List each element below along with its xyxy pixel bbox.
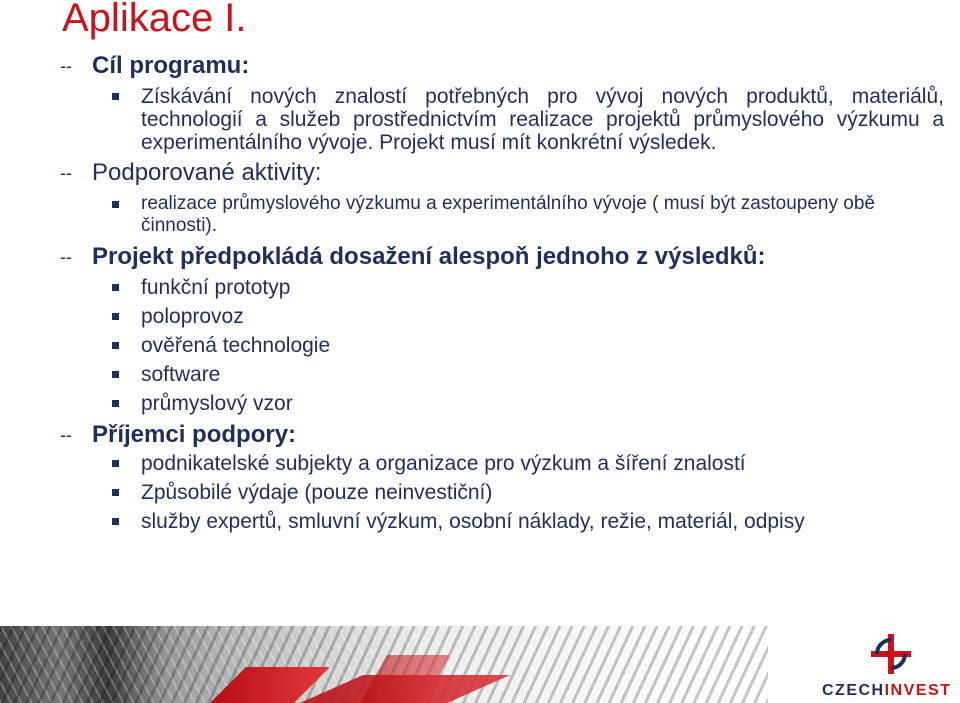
dash-icon: -- [60, 247, 72, 267]
list-item: Způsobilé výdaje (pouze neinvestiční) [112, 481, 492, 504]
list-item: poloprovoz [112, 305, 244, 328]
red-stripe-decoration [210, 667, 330, 703]
dash-icon: -- [60, 56, 72, 76]
square-bullet-icon [112, 518, 119, 525]
square-bullet-icon [112, 93, 119, 100]
list-item: Získávání nových znalostí potřebných pro vývoj nových produktů, materiálů, technologií a služeb prostřednictvím realizace projektů průmyslového výzkumu a experimentálního vývoje. Projekt musí mít konkrétní výsledek. [112, 85, 944, 154]
square-bullet-icon [112, 400, 119, 407]
section-heading-results: -- Projekt předpokládá dosažení alespoň jednoho z výsledků: [60, 243, 766, 270]
czechinvest-logo [820, 630, 960, 703]
section-heading-goal: -- Cíl programu: [60, 52, 250, 79]
list-item: služby expertů, smluvní výzkum, osobní náklady, režie, materiál, odpisy [112, 510, 805, 533]
square-bullet-icon [112, 489, 119, 496]
square-bullet-icon [112, 313, 119, 320]
square-bullet-icon [112, 342, 119, 349]
square-bullet-icon [112, 460, 119, 467]
square-bullet-icon [112, 201, 119, 208]
list-item: realizace průmyslového výzkumu a experimentálního vývoje ( musí být zastoupeny obě činnosti). [112, 193, 912, 237]
square-bullet-icon [112, 284, 119, 291]
list-item: podnikatelské subjekty a organizace pro výzkum a šíření znalostí [112, 452, 746, 475]
logo-wordmark: CZECHINVEST [822, 682, 952, 699]
section-heading-activities: -- Podporované aktivity: [60, 159, 322, 186]
list-item: ověřená technologie [112, 334, 330, 357]
czechinvest-cross-logo [871, 634, 911, 674]
square-bullet-icon [112, 371, 119, 378]
list-item: průmyslový vzor [112, 392, 293, 415]
list-item: funkční prototyp [112, 276, 290, 299]
slide-title: Aplikace I. [62, 0, 247, 40]
dash-icon: -- [60, 425, 72, 445]
section-heading-recipients: -- Příjemci podpory: [60, 421, 297, 448]
dash-icon: -- [60, 163, 72, 183]
footer-photo-strip [0, 626, 768, 703]
list-item: software [112, 363, 220, 386]
